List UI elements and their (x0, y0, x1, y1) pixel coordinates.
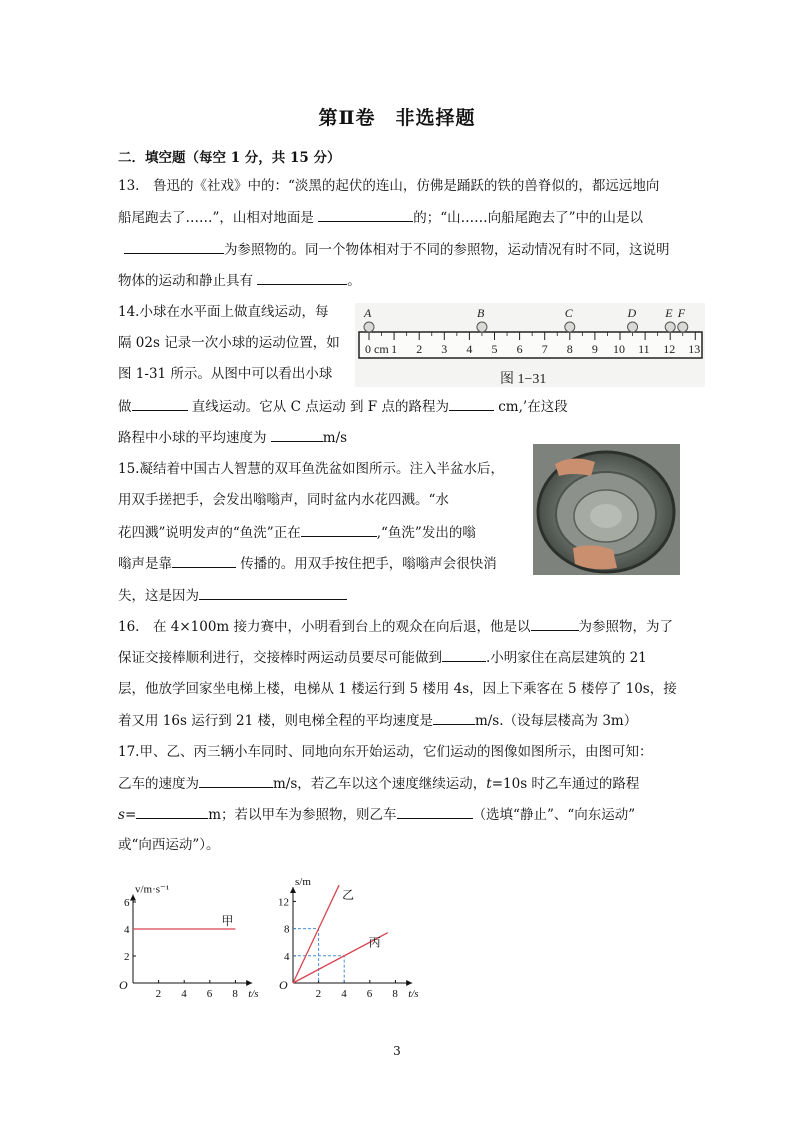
ruler-label: 0 cm (365, 342, 389, 356)
q15-line-3 (118, 523, 476, 542)
x-tick-label: 2 (315, 988, 322, 998)
ruler-label: 2 (416, 342, 423, 356)
ruler-label: 11 (638, 342, 650, 356)
q13-line-2 (118, 208, 643, 227)
q14-line-2: 隔 02s 记录一次小球的运动位置，如 (118, 335, 340, 351)
series-label-1: 乙 (342, 888, 355, 903)
x-axis-arrow (406, 980, 412, 986)
ruler-label: 6 (516, 342, 523, 356)
q14-text: 直线运动。它从 C 点运动 到 F 点的路程为 (187, 399, 449, 415)
q13-line-3 (118, 240, 670, 259)
point-label-f: F (677, 306, 686, 320)
origin-label: O (119, 978, 128, 992)
ruler-label: 13 (688, 342, 701, 356)
answer-blank[interactable] (449, 397, 494, 411)
x-axis-arrow (246, 980, 252, 986)
q14-text: m/s (322, 430, 348, 446)
ruler-label: 4 (466, 342, 473, 356)
q14-line-4 (118, 397, 568, 416)
q14-line-5 (118, 428, 347, 447)
q16-text: 着又用 16s 运行到 21 楼，则电梯全程的平均速度是 (118, 713, 433, 729)
y-tick-label: 4 (284, 950, 290, 963)
q15-text: 嗡声是靠 (118, 556, 172, 572)
point-label-b: B (476, 306, 485, 320)
answer-blank[interactable] (124, 240, 224, 254)
x-tick-label: 8 (392, 988, 398, 998)
q16-text: .小明家住在高层建筑的 21 (486, 650, 647, 666)
answer-blank[interactable] (397, 805, 473, 819)
answer-blank[interactable] (199, 586, 347, 600)
answer-blank[interactable] (301, 523, 377, 537)
answer-blank[interactable] (257, 271, 347, 285)
q16-text: m/s.（设每层楼高为 3m） (474, 713, 638, 729)
answer-blank[interactable] (199, 774, 273, 788)
q17-line-4: 或“向西运动”）。 (118, 837, 220, 853)
q14-line-1: 14.小球在水平面上做直线运动，每 (118, 304, 329, 320)
ruler (359, 332, 702, 358)
answer-blank[interactable] (136, 805, 208, 819)
q17-text: s (118, 807, 125, 823)
ruler-figure (355, 303, 705, 387)
x-axis-label: t/s (408, 988, 419, 998)
q15-line-1: 15.凝结着中国古人智慧的双耳鱼洗盆如图所示。注入半盆水后， (118, 461, 504, 477)
figure-caption: 图 1−31 (500, 372, 547, 387)
page-number: 3 (393, 1044, 401, 1058)
series-line-1 (293, 885, 339, 983)
x-tick-label: 6 (206, 988, 213, 998)
q17-text: = (124, 807, 137, 823)
q16-line-2 (118, 648, 647, 667)
velocity-time-graph (112, 858, 270, 998)
y-axis-label: v/m·s⁻¹ (135, 883, 170, 896)
ball-e (665, 322, 675, 332)
y-tick-label: 2 (124, 951, 130, 963)
ruler-label: 1 (391, 342, 398, 356)
x-tick-label: 6 (366, 988, 373, 998)
ruler-label: 7 (541, 342, 548, 356)
q17-text: m；若以甲车为参照物，则乙车 (208, 807, 397, 823)
ball-b (477, 322, 487, 332)
q17-line-1: 17.甲、乙、丙三辆小车同时、同地向东开始运动，它们运动的图像如图所示，由图可知： (118, 744, 653, 760)
q15-text: ,“鱼洗”发出的嗡 (376, 525, 476, 541)
answer-blank[interactable] (433, 711, 475, 725)
q13-text: 的；“山……向船尾跑去了”中的山是以 (413, 210, 644, 226)
x-tick-label: 4 (181, 988, 187, 998)
q13-text: 船尾跑去了……”，山相对地面是 (118, 210, 319, 226)
series-label-2: 丙 (368, 935, 381, 950)
x-tick-label: 8 (232, 988, 238, 998)
q17-line-3 (118, 805, 635, 824)
y-tick-label: 12 (278, 896, 289, 909)
point-label-e: E (665, 306, 673, 320)
q16-text: 为参照物，为了 (578, 619, 674, 635)
y-tick-label: 6 (124, 897, 130, 909)
answer-blank[interactable] (132, 397, 188, 411)
ball-f (678, 322, 688, 332)
q17-text: 乙车的速度为 (118, 776, 199, 792)
q13-line-4 (118, 271, 361, 290)
q13-text: 。 (347, 273, 361, 289)
q16-text: 16. 在 4×100m 接力赛中，小明看到台上的观众在向后退，他是以 (118, 619, 531, 635)
point-label-c: C (564, 306, 573, 320)
q14-line-3: 图 1-31 所示。从图中可以看出小球 (118, 366, 333, 382)
ball-d (628, 322, 638, 332)
q16-line-3: 层，他放学回家坐电梯上楼，电梯从 1 楼运行到 5 楼用 4s，因上下乘客在 5 楼停了 10s，接 (118, 681, 677, 697)
q15-line-4 (118, 554, 497, 573)
series-label-1: 甲 (221, 914, 234, 928)
ruler-label: 3 (441, 342, 448, 356)
ball-c (565, 322, 575, 332)
q13-text: 为参照物的。同一个物体相对于不同的参照物，运动情况有时不同，这说明 (224, 242, 670, 258)
origin-label: O (279, 978, 288, 992)
y-tick-label: 4 (124, 924, 130, 936)
q17-text: =10s 时乙车通过的路程 (491, 776, 640, 792)
ball-a (364, 322, 374, 332)
q14-text: 路程中小球的平均速度为 (118, 430, 271, 446)
q17-text: m/s，若乙车以这个速度继续运动， (273, 776, 487, 792)
q17-text: （选填“静止”、“向东运动” (472, 807, 636, 823)
ruler-label: 8 (566, 342, 573, 356)
point-label-a: A (364, 306, 372, 320)
q17-line-2 (118, 774, 639, 793)
q16-line-4 (118, 711, 637, 730)
point-label-d: D (627, 306, 637, 320)
q13-text: 物体的运动和静止具有 (118, 273, 258, 289)
x-tick-label: 2 (155, 988, 162, 998)
answer-blank[interactable] (271, 428, 323, 442)
fish-basin-photo (533, 444, 680, 575)
q16-text: 保证交接棒顺利进行，交接棒时两运动员要尽可能做到 (118, 650, 442, 666)
q15-text: 传播的。用双手按住把手，嗡嗡声会很快消 (236, 556, 497, 572)
ruler-label: 5 (491, 342, 498, 356)
answer-blank[interactable] (172, 554, 236, 568)
section-heading: 二．填空题（每空 1 分，共 15 分） (118, 150, 341, 166)
page-title: 第Ⅱ卷 非选择题 (318, 107, 476, 129)
ruler-label: 9 (591, 342, 598, 356)
answer-blank[interactable] (531, 617, 579, 631)
x-axis-label: t/s (248, 988, 259, 998)
q16-line-1 (118, 617, 673, 636)
q15-text: 失，这是因为 (118, 588, 199, 604)
answer-blank[interactable] (318, 208, 413, 222)
ruler-label: 12 (663, 342, 676, 356)
y-tick-label: 8 (284, 923, 290, 936)
q15-line-2: 用双手搓把手，会发出嗡嗡声，同时盆内水花四溅。“水 (118, 492, 449, 508)
q14-text: 做 (118, 399, 132, 415)
answer-blank[interactable] (442, 648, 486, 662)
q13-line-1: 13. 鲁迅的《社戏》中的：“淡黑的起伏的连山，仿佛是踊跃的铁的兽脊似的，都远远地向 (118, 178, 660, 194)
q15-line-5 (118, 586, 347, 605)
q17-text: t (486, 776, 492, 792)
ruler-label: 10 (613, 342, 625, 356)
x-tick-label: 4 (341, 988, 347, 998)
distance-time-graph (272, 858, 422, 998)
q15-text: 花四溅”说明发声的“鱼洗”正在 (118, 525, 301, 541)
y-axis-label: s/m (295, 876, 311, 888)
q14-text: cm,’在这段 (493, 399, 568, 415)
